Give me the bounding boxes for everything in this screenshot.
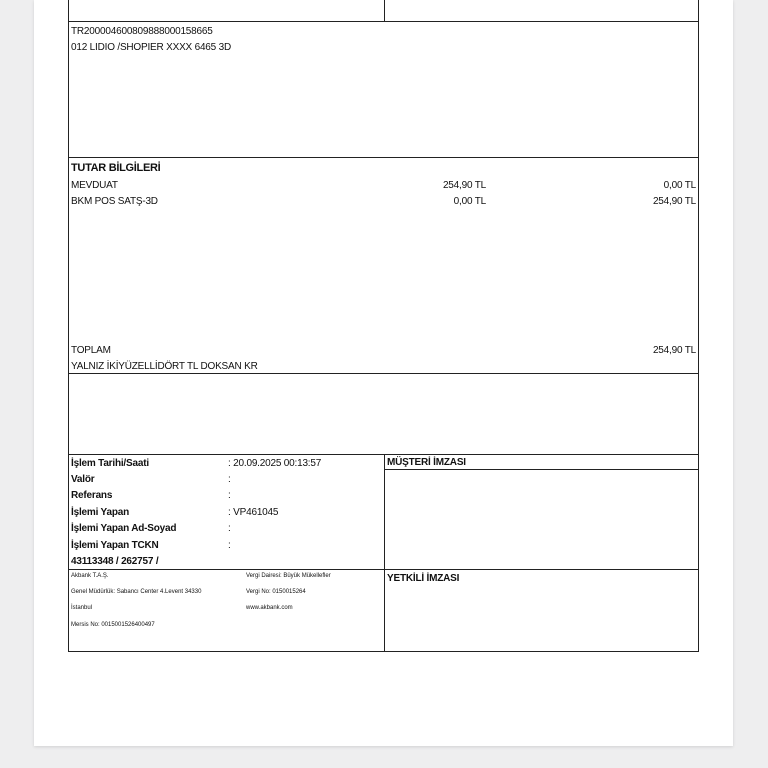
- field-label-operator-tckn: İşlemi Yapan TCKN: [71, 540, 159, 551]
- customer-signature-underline: [384, 469, 699, 470]
- customer-signature-label: MÜŞTERİ İMZASI: [387, 457, 466, 468]
- amounts-heading: TUTAR BİLGİLERİ: [71, 162, 161, 174]
- bank-mersis-number: Mersis No: 0015001526400497: [71, 622, 155, 628]
- amount-row-credit: 0,00 TL: [663, 180, 696, 191]
- total-label: TOPLAM: [71, 345, 111, 356]
- amount-row-debit: 0,00 TL: [453, 196, 486, 207]
- field-label-date-time: İşlem Tarihi/Saati: [71, 458, 149, 469]
- total-value: 254,90 TL: [652, 345, 696, 356]
- field-value-reference: :: [228, 490, 231, 501]
- field-value-operator-tckn: :: [228, 540, 231, 551]
- bank-website-link[interactable]: www.akbank.com: [246, 605, 293, 611]
- total-in-words: YALNIZ İKİYÜZELLİDÖRT TL DOKSAN KR: [71, 361, 258, 372]
- top-section-divider: [384, 0, 385, 21]
- field-value-date-time: : 20.09.2025 00:13:57: [228, 458, 322, 469]
- field-value-operator-name: :: [228, 523, 231, 534]
- account-top-border: [68, 21, 699, 22]
- amount-row-label: BKM POS SATŞ-3D: [71, 196, 158, 207]
- amounts-top-border: [68, 157, 699, 158]
- amounts-bottom-border: [68, 373, 699, 374]
- bank-name: Akbank T.A.Ş.: [71, 573, 109, 579]
- amount-row-debit: 254,90 TL: [442, 180, 486, 191]
- bank-tax-office: Vergi Dairesi: Büyük Mükellefler: [246, 573, 331, 579]
- bank-hq-address: Genel Müdürlük: Sabancı Center 4.Levent 34330: [71, 589, 202, 595]
- authorized-signature-label: YETKİLİ İMZASI: [387, 573, 460, 584]
- frame-right-border: [698, 0, 699, 652]
- account-description: 012 LIDIO /SHOPIER XXXX 6465 3D: [71, 42, 231, 53]
- amount-row-label: MEVDUAT: [71, 180, 118, 191]
- bank-city: İstanbul: [71, 605, 93, 611]
- field-value-value-date: :: [228, 474, 231, 485]
- footer-top-border: [68, 569, 699, 570]
- transaction-code: 43113348 / 262757 /: [71, 556, 159, 567]
- signature-divider: [384, 454, 385, 652]
- field-label-operator: İşlemi Yapan: [71, 507, 130, 518]
- field-label-operator-name: İşlemi Yapan Ad-Soyad: [71, 523, 177, 534]
- account-iban: TR200004600809888000158665: [71, 26, 213, 37]
- bank-tax-number: Vergi No: 0150015264: [246, 589, 306, 595]
- amount-row-credit: 254,90 TL: [652, 196, 696, 207]
- field-label-reference: Referans: [71, 490, 113, 501]
- frame-left-border: [68, 0, 69, 652]
- field-label-value-date: Valör: [71, 474, 95, 485]
- field-value-operator: : VP461045: [228, 507, 279, 518]
